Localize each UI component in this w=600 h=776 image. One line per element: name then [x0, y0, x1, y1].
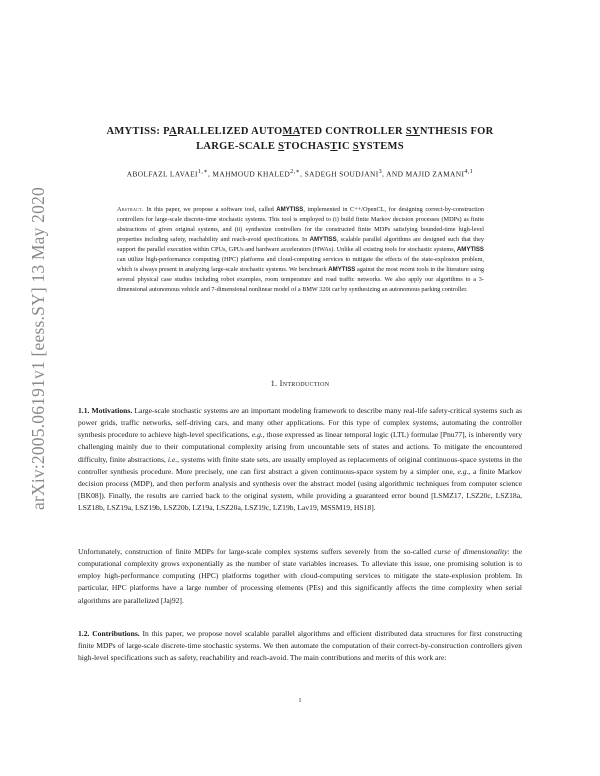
title-fragment-underlined: MA: [282, 126, 300, 137]
abstract: [117, 205, 484, 295]
author-name: , SADEGH SOUDJANI: [300, 169, 379, 179]
author-affiliation-mark: 3: [378, 169, 383, 175]
body-text: , those expressed as linear temporal logic (LTL) formulae [Pnu77], is inherently very challenging mainly due to their computational complexity arising from uncountable sets of states and actions. To mitigate the encountered difficulty, finite abstractions,: [78, 430, 522, 464]
subsection-heading: 1.2. Contributions.: [78, 629, 140, 638]
body-text-italic: e.g.: [457, 466, 469, 476]
title-line-1: [106, 126, 493, 137]
title-fragment: RALLELIZED AUTO: [176, 126, 283, 137]
body-text: : the computational complexity grows exponentially as the number of state variables increases. To alleviate this issue, one promising solution is to employ high-performance computing (HPC) platforms together with cloud-computing services to mitigate the state-explosion problem. In particular, HPC platforms have a large number of processing elements (PEs) and this significantly affects the time complexity when serial algorithms are parallelized [Jaj92].: [78, 547, 522, 605]
subsection-heading: 1.1. Motivations.: [78, 406, 133, 415]
title-fragment: NTHESIS FOR: [419, 126, 494, 137]
body-text: , a finite Markov decision process (MDP), and then perform analysis and synthesis over the abstract model (using algorithmic techniques from computer science [BK08]). Finally, the results are carried back to the original system, while providing a guaranteed error bound [LSMZ17, LSZ20c, LSZ18a, LSZ18b, LSZ19a, LSZ19b, LSZ20b, LZ19a, LSZ20a, LSZ19c, LZ19b, Lav19, MSSM19, HS18].: [78, 466, 522, 513]
title-fragment: IC: [337, 140, 353, 152]
author-affiliation-mark: 1,∗: [197, 169, 208, 175]
author-list: [100, 168, 500, 178]
author-name: ABOLFAZL LAVAEI: [126, 169, 198, 179]
dimensionality-paragraph: [78, 546, 522, 607]
page-number: 1: [298, 697, 302, 704]
title-fragment: AMYTISS: P: [106, 126, 170, 137]
tool-name: AMYTISS: [309, 236, 337, 243]
author-affiliation-mark: 4,1: [464, 169, 474, 175]
title-fragment-underlined: T: [330, 140, 338, 152]
title-fragment: TOCHAS: [284, 140, 331, 152]
tool-name: AMYTISS: [276, 206, 304, 213]
body-text: In this paper, we propose novel scalable parallel algorithms and efficient distributed data structures for first constructing finite MDPs of large-scale discrete-time stochastic systems. We then automate the computation of their correct-by-construction controllers given high-level specifications such as safety, reachability and reach-avoid. The main contributions and merits of this work are:: [78, 629, 522, 663]
title-fragment-underlined: SY: [405, 126, 420, 137]
title-fragment-underlined: S: [352, 140, 359, 152]
title-fragment: LARGE-SCALE: [196, 140, 279, 152]
contributions-paragraph: [78, 628, 522, 664]
body-text: Large-scale stochastic systems are an important modeling framework to describe many real-life safety-critical systems such as power grids, traffic networks, self-driving cars, and many other applications. For this type of complex systems, automating the controller synthesis procedure to achieve high-level specifications,: [78, 406, 522, 440]
title-fragment-underlined: A: [169, 126, 177, 137]
abstract-text: can utilize high-performance computing (HPC) platforms and cloud-computing services to mitigate the effects of the state-explosion problem, which is always present in analyzing large-scale stochastic systems. We benchmark: [117, 256, 484, 273]
section-number: 1.: [270, 379, 278, 388]
paper-title: [100, 125, 500, 154]
author-name: , MAHMOUD KHALED: [207, 169, 291, 179]
section-title: Introduction: [279, 379, 330, 388]
author-name: , AND MAJID ZAMANI: [382, 169, 465, 179]
abstract-text: , scalable parallel algorithms are designed such that they support the parallel execution within CPUs, GPUs and hardware accelerators (HWAs). Unlike all existing tools for stochastic systems,: [117, 236, 484, 253]
abstract-text: In this paper, we propose a software tool, called: [143, 206, 277, 213]
title-fragment: TED CONTROLLER: [299, 126, 406, 137]
title-line-2: [196, 141, 404, 152]
section-heading: [100, 379, 500, 388]
abstract-text: against the most recent tools in the literature using several physical case studies including robot examples, room temperature and road traffic networks. We also apply our algorithms to a 3-dimensional autonomous vehicle and 7-dimensional nonlinear model of a BMW 320i car by synthesizing an autonomous parking controller.: [117, 266, 484, 293]
body-text: , systems with finite state sets, are usually employed as replacements of original continuous-space systems in the controller synthesis procedure. More precisely, one can first abstract a given continuous-space system by a simpler one,: [78, 454, 522, 476]
arxiv-identifier-stamp: arXiv:2005.06191v1 [eess.SY] 13 May 2020: [28, 187, 48, 510]
body-text-italic: i.e.: [167, 454, 178, 464]
title-fragment: YSTEMS: [358, 140, 404, 152]
abstract-text: , implemented in C++/OpenCL, for designing correct-by-construction controllers for large-scale discrete-time stochastic systems. This tool is employed to (i) build finite Markov decision processes (MDPs) as finite abstractions of given original systems, and (ii) synthesize controllers for the constructed finite MDPs satisfying bounded-time high-level properties including safety, reachability and reach-avoid specifications. In: [117, 206, 484, 243]
body-text-italic: e.g.: [251, 430, 263, 440]
body-text: Unfortunately, construction of finite MDPs for large-scale complex systems suffers severely from the so-called: [78, 547, 435, 556]
title-fragment-underlined: S: [278, 140, 285, 152]
body-text-italic: curse of dimensionality: [434, 547, 508, 556]
motivations-paragraph: [78, 405, 522, 514]
abstract-label: Abstract.: [117, 206, 144, 213]
author-affiliation-mark: 2,∗: [290, 169, 301, 175]
tool-name: AMYTISS: [328, 266, 356, 273]
tool-name: AMYTISS: [456, 246, 484, 253]
